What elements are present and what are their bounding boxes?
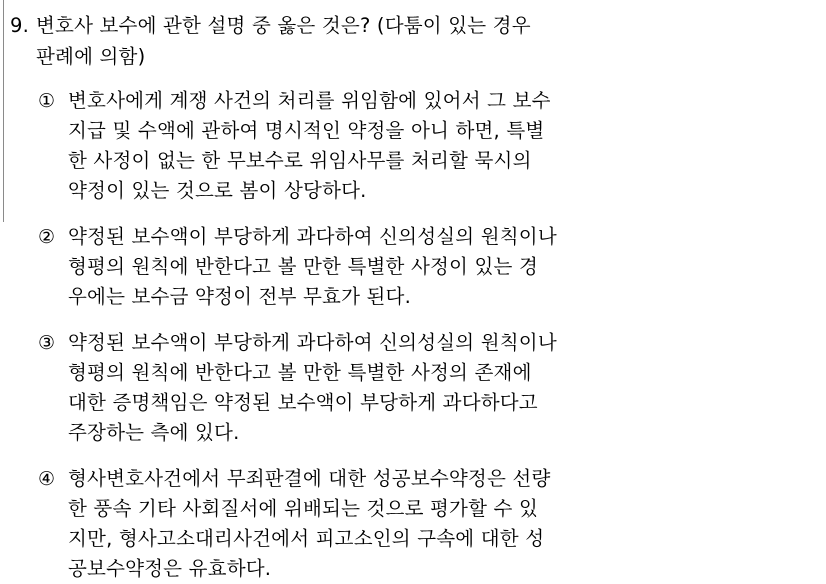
choice-marker-1: ① — [38, 90, 56, 112]
choice-line: 약정된 보수액이 부당하게 과다하여 신의성실의 원칙이나 — [68, 331, 557, 354]
choice-text-2 — [68, 222, 723, 312]
choice-line: 지만, 형사고소대리사건에서 피고소인의 구속에 대한 성 — [68, 527, 545, 550]
choice-item-2[interactable] — [10, 222, 808, 312]
choice-line: 공보수약정은 유효하다. — [68, 557, 272, 580]
choice-text-3 — [68, 328, 723, 448]
choice-line: 한 사정이 없는 한 무보수로 위임사무를 처리할 묵시의 — [68, 149, 532, 172]
question-number: 9. — [10, 14, 30, 37]
choice-item-1[interactable] — [10, 86, 808, 206]
question-block — [10, 10, 808, 584]
question-stem — [10, 10, 808, 72]
question-text — [36, 10, 736, 72]
choice-item-4[interactable] — [10, 464, 808, 584]
page-left-rule — [3, 0, 4, 222]
choice-marker-4: ④ — [38, 468, 56, 490]
question-text-line: 변호사 보수에 관한 설명 중 옳은 것은? (다툼이 있는 경우 — [36, 14, 531, 37]
choice-marker-3: ③ — [38, 332, 56, 354]
choice-line: 변호사에게 계쟁 사건의 처리를 위임함에 있어서 그 보수 — [68, 89, 551, 112]
choice-line: 형평의 원칙에 반한다고 볼 만한 특별한 사정이 있는 경 — [68, 255, 539, 278]
choice-line: 형평의 원칙에 반한다고 볼 만한 특별한 사정의 존재에 — [68, 361, 532, 384]
choice-list — [10, 86, 808, 584]
choice-line: 약정이 있는 것으로 봄이 상당하다. — [68, 179, 367, 202]
choice-line: 한 풍속 기타 사회질서에 위배되는 것으로 평가할 수 있 — [68, 497, 539, 520]
choice-line: 지급 및 수액에 관하여 명시적인 약정을 아니 하면, 특별 — [68, 119, 545, 142]
choice-marker-2: ② — [38, 226, 56, 248]
choice-line: 형사변호사건에서 무죄판결에 대한 성공보수약정은 선량 — [68, 467, 551, 490]
choice-line: 주장하는 측에 있다. — [68, 421, 240, 444]
choice-line: 약정된 보수액이 부당하게 과다하여 신의성실의 원칙이나 — [68, 225, 557, 248]
choice-text-4 — [68, 464, 723, 584]
choice-item-3[interactable] — [10, 328, 808, 448]
question-text-line: 판례에 의함) — [36, 45, 146, 68]
choice-text-1 — [68, 86, 723, 206]
choice-line: 우에는 보수금 약정이 전부 무효가 된다. — [68, 285, 411, 308]
choice-line: 대한 증명책임은 약정된 보수액이 부당하게 과다하다고 — [68, 391, 538, 414]
